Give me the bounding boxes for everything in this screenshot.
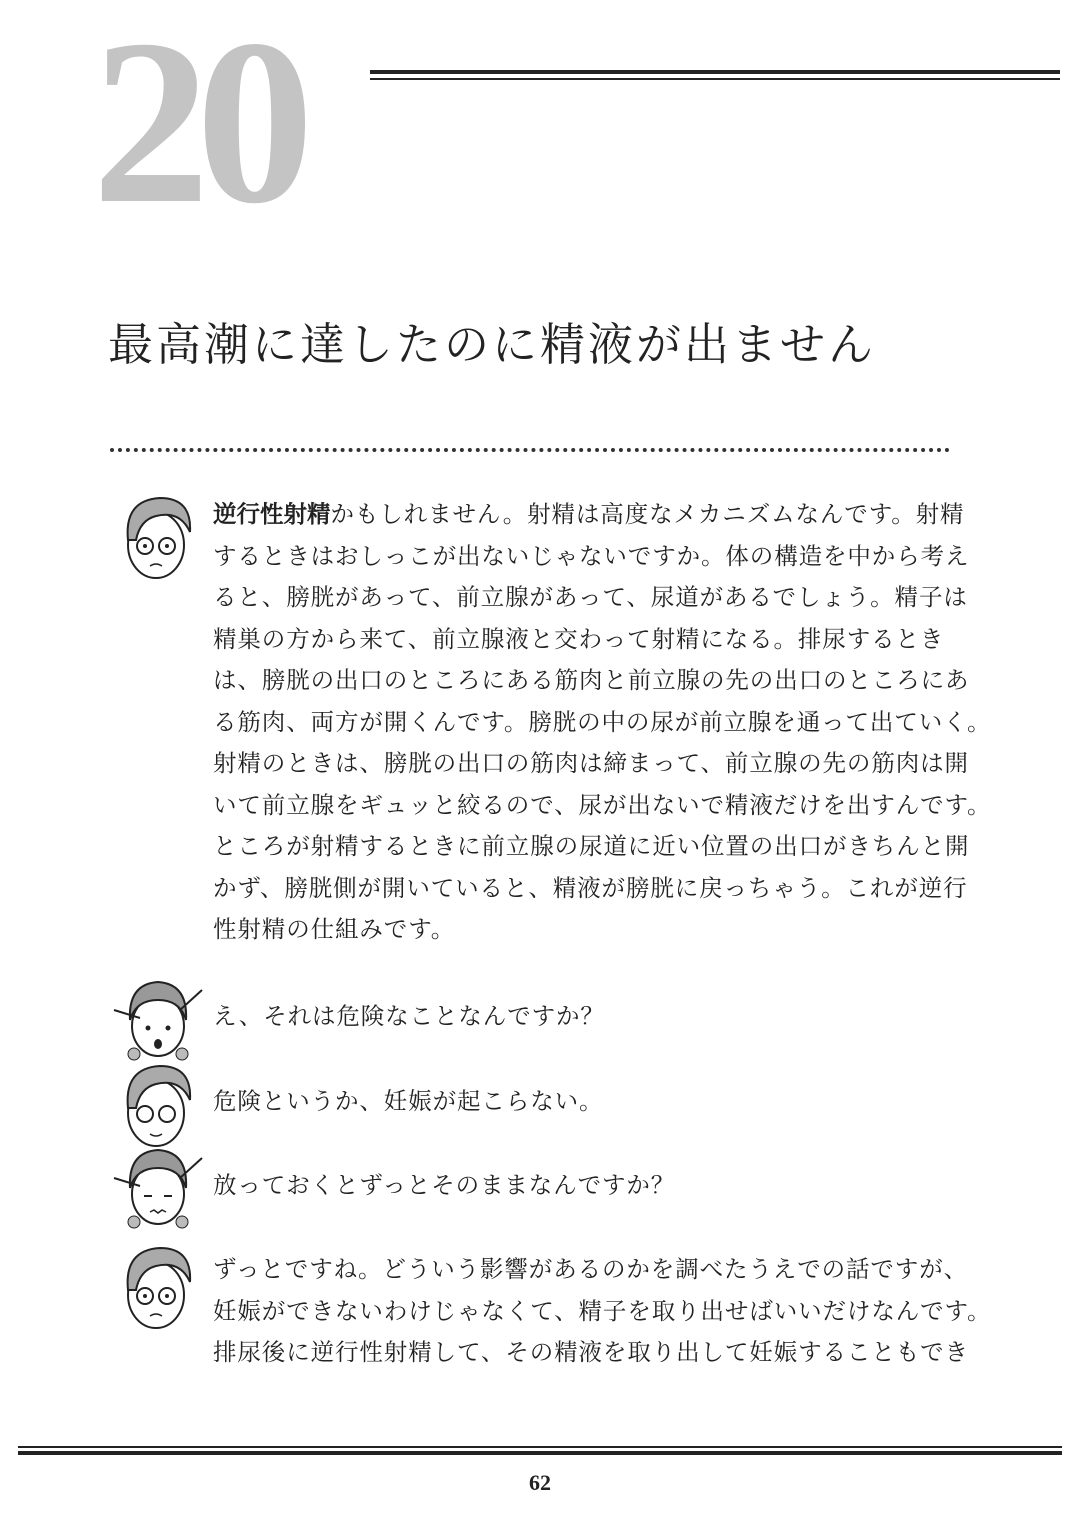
chapter-title: 最高潮に達したのに精液が出ません (108, 318, 877, 371)
key-term: 逆行性射精 (213, 500, 331, 528)
text-line: ずっとですね。どういう影響があるのかを調べたうえでの話ですが、 (213, 1255, 968, 1283)
text-line: は、膀胱の出口のところにある筋肉と前立腺の先の出口のところにあ (213, 666, 970, 694)
dotted-divider (110, 448, 950, 452)
text-line: いて前立腺をギュッと絞るので、尿が出ないで精液だけを出すんです。 (213, 790, 992, 819)
question-2: え、それは危険なことなんですか？ (213, 1002, 605, 1030)
text-line: 妊娠ができないわけじゃなくて、精子を取り出せばいいだけなんです。 (213, 1296, 992, 1325)
doctor-face-icon (110, 490, 206, 586)
answer-2: 危険というか、妊娠が起こらない。 (213, 1087, 604, 1115)
question-3: 放っておくとずっとそのままなんですか？ (213, 1171, 676, 1199)
text-line: 射精のときは、膀胱の出口の筋肉は締まって、前立腺の先の筋肉は開 (213, 749, 969, 777)
header-rule (370, 70, 1060, 74)
text-line: ところが射精するときに前立腺の尿道に近い位置の出口がきちんと開 (213, 832, 970, 860)
interviewer-face-icon (110, 1138, 206, 1234)
doctor-face-icon (110, 1240, 206, 1336)
text-line: 性射精の仕組みです。 (213, 915, 456, 943)
header-rule-thin (370, 78, 1060, 80)
interviewer-face-icon (110, 970, 206, 1066)
footer-rule-thin (18, 1446, 1062, 1448)
text-line: ると、膀胱があって、前立腺があって、尿道があるでしょう。精子は (213, 583, 968, 611)
text-line: 排尿後に逆行性射精して、その精液を取り出して妊娠することもでき (213, 1338, 969, 1366)
answer-paragraph-3 (213, 1249, 991, 1374)
text-line: 精巣の方から来て、前立腺液と交わって射精になる。排尿するとき (213, 624, 945, 653)
text-line: かもしれません。射精は高度なメカニズムなんです。射精 (330, 500, 965, 528)
chapter-number: 20 (92, 0, 300, 253)
text-line: る筋肉、両方が開くんです。膀胱の中の尿が前立腺を通って出ていく。 (213, 707, 992, 736)
footer-rule (18, 1451, 1062, 1455)
answer-paragraph-1 (213, 494, 991, 951)
text-line: かず、膀胱側が開いていると、精液が膀胱に戻っちゃう。これが逆行 (213, 873, 968, 902)
text-line: するときはおしっこが出ないじゃないですか。体の構造を中から考え (213, 541, 970, 570)
page-number: 62 (529, 1470, 551, 1495)
